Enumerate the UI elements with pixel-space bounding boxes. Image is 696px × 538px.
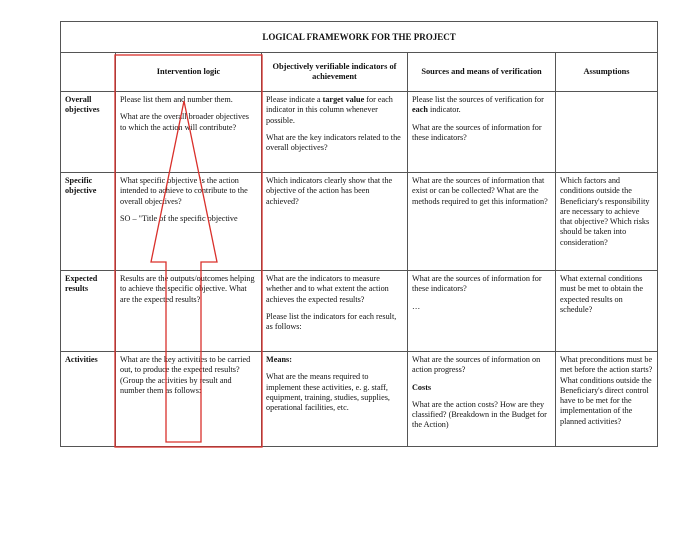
- cell-text: What are the means required to implement these activities, e. g. staff, equipment, training, studies, supplies, operational facilities, etc.: [266, 372, 390, 413]
- row-label-results: Expected results: [61, 271, 116, 352]
- table-row-specific-objective: [61, 173, 658, 271]
- header-indicators: Objectively verifiable indicators of achievement: [262, 53, 408, 92]
- cell-results-sources: [408, 271, 556, 352]
- text-span: indicator.: [427, 105, 461, 115]
- text-span: the Action): [412, 420, 449, 430]
- row-label-overall: Overall objectives: [61, 92, 116, 173]
- header-empty-cell: [61, 53, 116, 92]
- table-row-expected-results: [61, 271, 658, 352]
- cell-text: [266, 95, 403, 126]
- cell-activities-sources: [408, 352, 556, 447]
- cell-text: What are the sources of information on action progress?: [412, 355, 541, 375]
- cell-activities-intervention: What are the key activities to be carried out, to produce the expected results? (Group the activities by result and number them as follows:: [116, 352, 262, 447]
- cell-overall-assumptions: [556, 92, 658, 173]
- cell-results-intervention: Results are the outputs/outcomes helping to achieve the specific objective. What are the expected results?: [116, 271, 262, 352]
- cell-activities-assumptions: What preconditions must be met before the action starts? What conditions outside the Beneficiary's direct control have to be met for the implementation of the planned activities?: [556, 352, 658, 447]
- cell-text: What are the sources of information for these indicators?: [412, 122, 542, 142]
- cell-text: What specific objective is the action intended to achieve to contribute to the overall objectives?: [120, 176, 248, 206]
- cell-text: [412, 95, 551, 116]
- logframe-document: [60, 21, 657, 450]
- cell-text: SO – "Title of the specific objective: [120, 213, 238, 223]
- header-sources: Sources and means of verification: [408, 53, 556, 92]
- cell-results-assumptions: What external conditions must be met to obtain the expected results on schedule?: [556, 271, 658, 352]
- cell-text: What are the overall broader objectives to which the action will contribute?: [120, 112, 249, 132]
- cell-text: …: [412, 301, 421, 311]
- text-span: Please indicate a: [266, 95, 323, 104]
- header-row: [61, 53, 658, 92]
- cell-specific-intervention: [116, 173, 262, 271]
- cell-overall-sources: [408, 92, 556, 173]
- cell-text: What are the sources of information for these indicators?: [412, 274, 542, 294]
- cell-text: What are the key indicators related to the overall objectives?: [266, 132, 401, 153]
- text-span: for each indicator in this column whenever possible.: [266, 95, 393, 125]
- table-row-overall-objectives: [61, 92, 658, 173]
- cell-overall-indicators: [262, 92, 408, 173]
- cell-text: [412, 400, 551, 431]
- cell-activities-indicators: [262, 352, 408, 447]
- row-label-specific: Specific objective: [61, 173, 116, 271]
- cell-text: Please list them and number them.: [120, 95, 233, 104]
- cell-text: Please list the indicators for each result, as follows:: [266, 311, 397, 332]
- means-label: Means:: [266, 355, 292, 364]
- costs-label: Costs: [412, 382, 432, 392]
- cell-specific-assumptions: Which factors and conditions outside the Beneficiary's responsibility are necessary to achieve that objective? Which risks should be taken into consideration?: [556, 173, 658, 271]
- cell-specific-sources: What are the sources of information that exist or can be collected? What are the methods required to get this information?: [408, 173, 556, 271]
- header-assumptions: Assumptions: [556, 53, 658, 92]
- logframe-table: [60, 21, 658, 447]
- bold-text-span: each: [412, 105, 428, 115]
- text-span: Please list the sources of verification for: [412, 95, 544, 104]
- cell-overall-intervention: [116, 92, 262, 173]
- cell-specific-indicators: Which indicators clearly show that the objective of the action has been achieved?: [262, 173, 408, 271]
- cell-text: What are the indicators to measure whether and to what extent the action achieves the expected results?: [266, 274, 389, 304]
- bold-text-span: target value: [322, 95, 365, 104]
- text-span: What are the action costs? How are they classified? (Breakdown in the Budget for: [412, 399, 547, 420]
- table-title: LOGICAL FRAMEWORK FOR THE PROJECT: [61, 22, 658, 53]
- header-intervention-logic: Intervention logic: [116, 53, 262, 92]
- table-row-activities: [61, 352, 658, 447]
- row-label-activities: Activities: [61, 352, 116, 447]
- cell-results-indicators: [262, 271, 408, 352]
- title-row: [61, 22, 658, 53]
